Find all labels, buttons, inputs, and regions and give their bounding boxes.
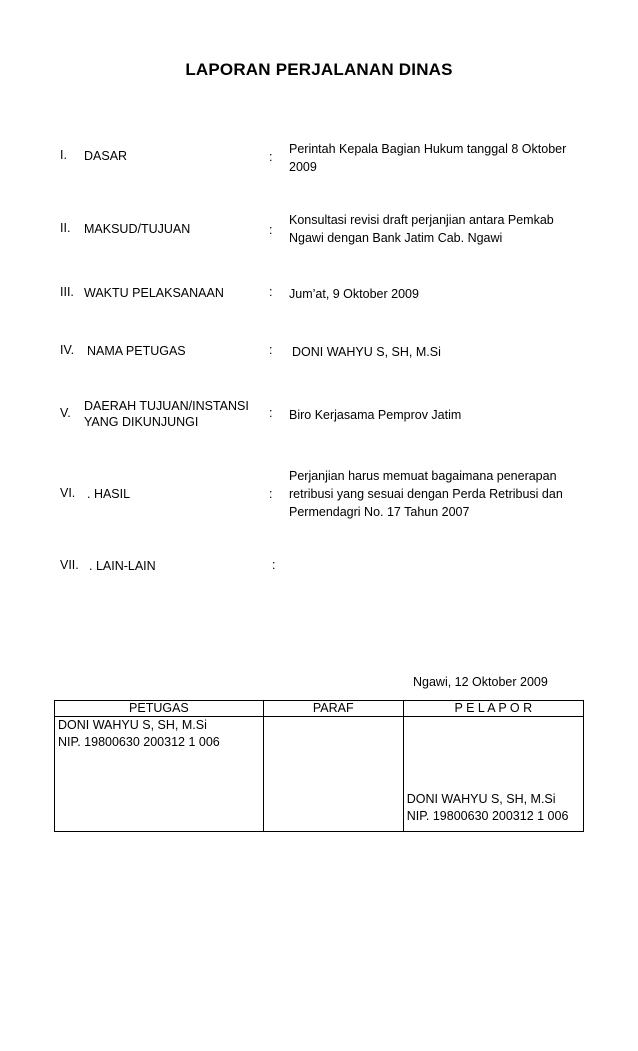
item-label: NAMA PETUGAS (87, 344, 186, 358)
item-label: WAKTU PELAKSANAAN (84, 286, 224, 300)
petugas-nip: NIP. 19800630 200312 1 006 (58, 735, 220, 749)
item-value: Perjanjian harus memuat bagaimana penerapan retribusi yang sesuai dengan Perda Retribusi dan Permendagri No. 17 Tahun 2007 (289, 469, 563, 519)
item-colon: : (269, 343, 273, 357)
petugas-cell (55, 717, 264, 832)
pelapor-cell (403, 717, 583, 832)
item-colon: : (269, 223, 273, 237)
item-number: I. (60, 148, 67, 162)
item-number: VI. (60, 486, 76, 500)
item-label: . LAIN-LAIN (89, 559, 156, 573)
item-label: DAERAH TUJUAN/INSTANSI YANG DIKUNJUNGI (84, 399, 249, 429)
signature-table-header (55, 701, 584, 717)
item-number: IV. (60, 343, 75, 357)
item-colon: : (269, 406, 273, 420)
document-title: LAPORAN PERJALANAN DINAS (185, 60, 453, 79)
item-colon: : (269, 487, 273, 501)
header-paraf: PARAF (263, 701, 403, 717)
item-value: Perintah Kepala Bagian Hukum tanggal 8 Oktober 2009 (289, 142, 567, 174)
petugas-name: DONI WAHYU S, SH, M.Si (58, 718, 207, 732)
item-number: VII. (60, 558, 79, 572)
item-colon: : (272, 558, 276, 572)
item-value: Konsultasi revisi draft perjanjian antara Pemkab Ngawi dengan Bank Jatim Cab. Ngawi (289, 213, 554, 245)
signature-table (54, 700, 584, 832)
item-value: Jum’at, 9 Oktober 2009 (289, 287, 419, 301)
item-number: V. (60, 406, 71, 420)
pelapor-name: DONI WAHYU S, SH, M.Si (406, 792, 556, 806)
signature-table-row (55, 717, 584, 832)
item-number: III. (60, 285, 74, 299)
place-date: Ngawi, 12 Oktober 2009 (413, 675, 548, 689)
item-label: . HASIL (87, 487, 131, 501)
item-colon: : (269, 150, 273, 164)
item-number: II. (60, 221, 71, 235)
item-value: DONI WAHYU S, SH, M.Si (292, 345, 441, 359)
paraf-cell (263, 717, 403, 832)
item-label: DASAR (84, 149, 128, 163)
item-colon: : (269, 285, 273, 299)
header-petugas: PETUGAS (55, 701, 264, 717)
item-value: Biro Kerjasama Pemprov Jatim (289, 408, 462, 422)
pelapor-nip: NIP. 19800630 200312 1 006 (406, 809, 569, 823)
header-pelapor: P E L A P O R (403, 701, 583, 717)
item-label: MAKSUD/TUJUAN (84, 222, 191, 236)
